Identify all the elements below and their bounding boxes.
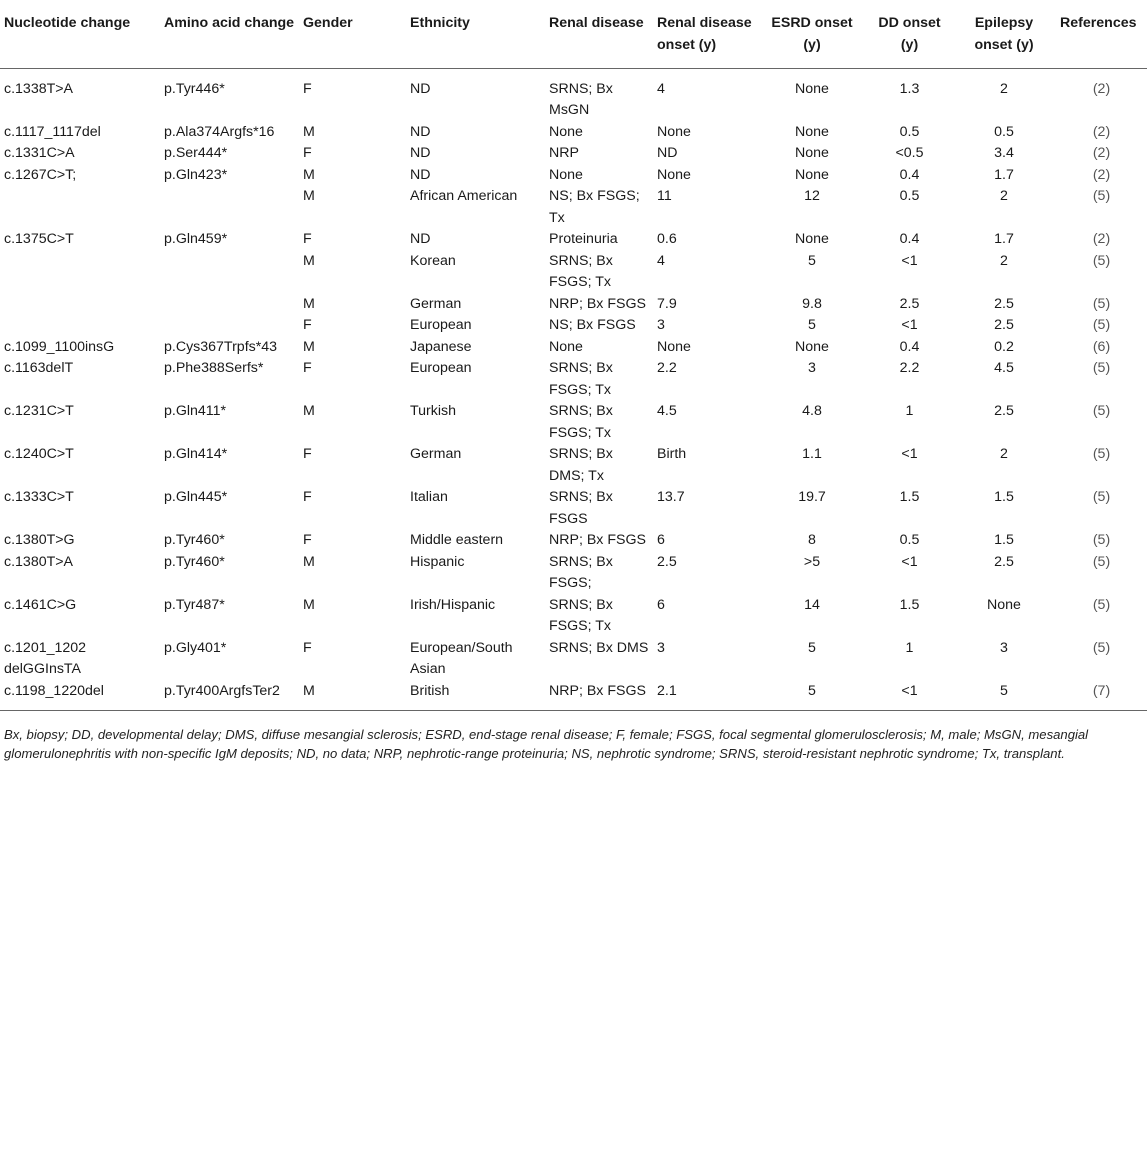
cell-references: (2) bbox=[1092, 145, 1111, 161]
cell-amino-acid-change: p.Phe388Serfs* bbox=[164, 360, 264, 376]
cell-renal-disease-onset: 0.6 bbox=[657, 231, 677, 247]
cell-nucleotide-change bbox=[0, 186, 160, 229]
cell-epilepsy-onset: 2 bbox=[1000, 80, 1008, 97]
table-row bbox=[0, 638, 1147, 681]
cell-dd-onset: 0.4 bbox=[899, 166, 920, 183]
cell-esrd-onset: None bbox=[795, 145, 829, 161]
cell-gender: M bbox=[303, 123, 315, 140]
cell-epilepsy-onset: 1.7 bbox=[994, 231, 1014, 247]
cell-epilepsy-onset: 2.5 bbox=[994, 317, 1014, 333]
table-row bbox=[0, 294, 1147, 316]
cell-nucleotide-change: c.1163delT bbox=[4, 360, 74, 376]
header-amino-acid-change: Amino acid change bbox=[160, 0, 299, 68]
cell-esrd-onset: 3 bbox=[808, 360, 816, 376]
cell-renal-disease: NS; Bx FSGS; Tx bbox=[549, 188, 640, 226]
cell-nucleotide-change: c.1333C>T bbox=[4, 489, 74, 505]
cell-ethnicity: European bbox=[410, 360, 472, 376]
cell-renal-disease-onset: 3 bbox=[657, 639, 665, 656]
cell-dd-onset: 0.4 bbox=[899, 338, 920, 355]
cell-dd-onset: <1 bbox=[901, 446, 918, 462]
cell-renal-disease: None bbox=[549, 166, 583, 183]
cell-renal-disease: SRNS; Bx DMS bbox=[549, 639, 649, 656]
cell-ethnicity: Italian bbox=[410, 489, 448, 505]
cell-esrd-onset: None bbox=[795, 166, 829, 183]
cell-nucleotide-change: c.1231C>T bbox=[4, 403, 74, 419]
table-row bbox=[0, 487, 1147, 530]
cell-ethnicity: European bbox=[410, 317, 472, 333]
cell-references: (5) bbox=[1092, 317, 1111, 333]
cell-amino-acid-change: p.Tyr446* bbox=[164, 80, 225, 97]
cell-renal-disease: SRNS; Bx DMS; Tx bbox=[549, 446, 613, 484]
cell-gender: F bbox=[303, 231, 312, 247]
cell-epilepsy-onset: 2.5 bbox=[994, 403, 1014, 419]
cell-renal-disease-onset: 4 bbox=[657, 80, 665, 97]
cell-amino-acid-change: p.Gln423* bbox=[164, 166, 228, 183]
cell-gender: F bbox=[303, 489, 312, 505]
cell-ethnicity: Korean bbox=[410, 252, 456, 269]
table-row bbox=[0, 143, 1147, 165]
table-row bbox=[0, 401, 1147, 444]
cell-gender: M bbox=[303, 553, 315, 570]
cell-ethnicity: ND bbox=[410, 145, 431, 161]
cell-ethnicity: Japanese bbox=[410, 338, 472, 355]
cell-dd-onset: <1 bbox=[901, 252, 918, 269]
cell-renal-disease-onset: 6 bbox=[657, 532, 665, 548]
header-renal-disease-onset: Renal disease onset (y) bbox=[653, 0, 757, 68]
cell-references: (5) bbox=[1092, 639, 1111, 656]
header-esrd-onset: ESRD onset (y) bbox=[757, 0, 867, 68]
table-row bbox=[0, 251, 1147, 294]
cell-references: (5) bbox=[1092, 403, 1111, 419]
table-row bbox=[0, 229, 1147, 251]
cell-nucleotide-change: c.1375C>T bbox=[4, 231, 74, 247]
cell-renal-disease: SRNS; Bx FSGS; Tx bbox=[549, 596, 613, 634]
cell-references: (6) bbox=[1092, 338, 1111, 355]
cell-ethnicity: European/South Asian bbox=[410, 639, 513, 677]
cell-renal-disease: SRNS; Bx FSGS bbox=[549, 489, 613, 527]
cell-renal-disease: Proteinuria bbox=[549, 231, 618, 247]
cell-dd-onset: 1.5 bbox=[899, 489, 920, 505]
cell-ethnicity: Middle eastern bbox=[410, 532, 504, 548]
cell-ethnicity: British bbox=[406, 681, 545, 711]
cell-renal-disease: SRNS; Bx MsGN bbox=[549, 80, 613, 118]
cell-references: (5) bbox=[1092, 446, 1111, 462]
cell-epilepsy-onset: 0.5 bbox=[994, 123, 1014, 140]
table-row bbox=[0, 165, 1147, 187]
cell-nucleotide-change: c.1099_1100insG bbox=[4, 338, 115, 355]
cell-dd-onset: 1.3 bbox=[899, 80, 920, 97]
cell-references: (5) bbox=[1092, 360, 1111, 376]
cell-renal-disease-onset: None bbox=[657, 338, 691, 355]
cell-ethnicity: German bbox=[410, 446, 462, 462]
cell-amino-acid-change: p.Gln459* bbox=[164, 231, 228, 247]
cell-esrd-onset: 8 bbox=[808, 532, 816, 548]
cell-esrd-onset: None bbox=[795, 231, 829, 247]
cell-renal-disease: NRP; Bx FSGS bbox=[549, 532, 646, 548]
cell-gender: F bbox=[303, 639, 312, 656]
cell-references: (5) bbox=[1092, 489, 1111, 505]
cell-renal-disease-onset: 13.7 bbox=[657, 489, 685, 505]
cell-gender: M bbox=[303, 403, 315, 419]
cell-nucleotide-change: c.1461C>G bbox=[4, 596, 77, 613]
cell-esrd-onset: 14 bbox=[804, 596, 820, 613]
cell-renal-disease-onset: 2.2 bbox=[657, 360, 677, 376]
cell-epilepsy-onset: 2 bbox=[1000, 252, 1008, 269]
cell-epilepsy-onset: 4.5 bbox=[994, 360, 1014, 376]
cell-ethnicity: ND bbox=[410, 166, 431, 183]
table-row bbox=[0, 337, 1147, 359]
cell-renal-disease-onset: 4 bbox=[657, 252, 665, 269]
cell-references: (2) bbox=[1092, 80, 1111, 97]
cell-gender: M bbox=[303, 295, 315, 312]
cell-epilepsy-onset: 1.5 bbox=[994, 532, 1014, 548]
cell-ethnicity: German bbox=[410, 295, 462, 312]
cell-dd-onset: <1 bbox=[901, 317, 918, 333]
cell-nucleotide-change bbox=[0, 251, 160, 294]
cell-dd-onset: <1 bbox=[867, 681, 952, 711]
cell-nucleotide-change: c.1201_1202 delGGInsTA bbox=[4, 639, 87, 677]
cell-references: (5) bbox=[1092, 596, 1111, 613]
cell-esrd-onset: 5 bbox=[757, 681, 867, 711]
cell-dd-onset: 0.5 bbox=[899, 188, 920, 204]
cell-ethnicity: Irish/Hispanic bbox=[410, 596, 496, 613]
table-row bbox=[0, 315, 1147, 337]
cell-epilepsy-onset: 2.5 bbox=[994, 295, 1014, 312]
cell-dd-onset: 1 bbox=[905, 639, 914, 656]
table-row bbox=[0, 186, 1147, 229]
cell-amino-acid-change: p.Gln414* bbox=[164, 446, 228, 462]
table-row bbox=[0, 68, 1147, 122]
cell-amino-acid-change: p.Gln445* bbox=[164, 489, 228, 505]
cell-renal-disease: NS; Bx FSGS bbox=[549, 317, 636, 333]
cell-amino-acid-change: p.Ala374Argfs*16 bbox=[164, 123, 275, 140]
cell-references: (5) bbox=[1092, 553, 1111, 570]
cell-amino-acid-change bbox=[160, 251, 299, 294]
cell-references: (5) bbox=[1092, 188, 1111, 204]
cell-renal-disease: NRP; Bx FSGS bbox=[545, 681, 653, 711]
cell-amino-acid-change: p.Gln411* bbox=[164, 403, 227, 419]
cell-ethnicity: Hispanic bbox=[410, 553, 465, 570]
cell-gender: F bbox=[303, 360, 312, 376]
cell-renal-disease-onset: 3 bbox=[657, 317, 665, 333]
cell-renal-disease: SRNS; Bx FSGS; Tx bbox=[549, 403, 613, 441]
cell-esrd-onset: 19.7 bbox=[798, 489, 826, 505]
cell-renal-disease-onset: 11 bbox=[657, 188, 672, 204]
cell-esrd-onset: None bbox=[795, 123, 829, 140]
cell-epilepsy-onset: 3 bbox=[1000, 639, 1008, 656]
cell-renal-disease: NRP bbox=[549, 145, 579, 161]
cell-dd-onset: 0.5 bbox=[899, 123, 920, 140]
cell-gender: M bbox=[303, 596, 315, 613]
table-row bbox=[0, 681, 1147, 711]
table-footnote: Bx, biopsy; DD, developmental delay; DMS, diffuse mesangial sclerosis; ESRD, end-stage renal disease; F, female; FSGS, focal segmental glomerulosclerosis; M, male; MsGN, mesangial glomerulonephritis with non-specific IgM deposits; ND, no data; NRP, nephrotic-range proteinuria; NS, nephrotic syndrome; SRNS, steroid-resistant nephrotic syndrome; Tx, transplant. bbox=[4, 727, 1089, 761]
cell-gender: F bbox=[303, 80, 312, 97]
cell-amino-acid-change: p.Ser444* bbox=[164, 145, 228, 161]
cell-epilepsy-onset: 1.5 bbox=[994, 489, 1014, 505]
cell-gender: F bbox=[303, 446, 312, 462]
cell-ethnicity: ND bbox=[410, 231, 431, 247]
cell-dd-onset: <0.5 bbox=[895, 145, 924, 161]
cell-epilepsy-onset: 2 bbox=[1000, 188, 1008, 204]
cell-references: (5) bbox=[1092, 252, 1111, 269]
table-body bbox=[0, 68, 1147, 711]
header-references: References bbox=[1056, 0, 1147, 68]
cell-esrd-onset: 1.1 bbox=[802, 446, 822, 462]
table-row bbox=[0, 530, 1147, 552]
cell-ethnicity: Turkish bbox=[410, 403, 456, 419]
cell-dd-onset: 0.5 bbox=[899, 532, 920, 548]
cell-renal-disease: SRNS; Bx FSGS; Tx bbox=[549, 252, 613, 290]
cell-amino-acid-change: p.Gly401* bbox=[164, 639, 227, 656]
cell-renal-disease-onset: 4.5 bbox=[657, 403, 677, 419]
table-row bbox=[0, 444, 1147, 487]
cell-nucleotide-change: c.1331C>A bbox=[4, 145, 75, 161]
cell-esrd-onset: >5 bbox=[803, 553, 821, 570]
table-row bbox=[0, 595, 1147, 638]
cell-dd-onset: <1 bbox=[901, 553, 918, 570]
cell-gender: M bbox=[303, 338, 315, 355]
cell-gender: M bbox=[303, 252, 315, 269]
cell-dd-onset: 0.4 bbox=[899, 231, 920, 247]
cell-references: (2) bbox=[1092, 123, 1111, 140]
cell-dd-onset: 2.5 bbox=[899, 295, 920, 312]
table-row bbox=[0, 552, 1147, 595]
cell-esrd-onset: 12 bbox=[804, 188, 820, 204]
cell-nucleotide-change: c.1117_1117del bbox=[4, 123, 101, 140]
cell-renal-disease-onset: 6 bbox=[657, 596, 665, 613]
cell-esrd-onset: 5 bbox=[808, 252, 816, 269]
cell-references: (7) bbox=[1056, 681, 1147, 711]
header-epilepsy-onset: Epilepsy onset (y) bbox=[952, 0, 1056, 68]
cell-esrd-onset: 9.8 bbox=[802, 295, 822, 312]
cell-nucleotide-change: c.1380T>G bbox=[4, 532, 75, 548]
header-ethnicity: Ethnicity bbox=[406, 0, 545, 68]
cell-ethnicity: African American bbox=[410, 188, 518, 204]
cell-gender: F bbox=[303, 532, 312, 548]
cell-epilepsy-onset: 1.7 bbox=[994, 166, 1014, 183]
cell-amino-acid-change bbox=[160, 315, 299, 337]
cell-dd-onset: 1.5 bbox=[899, 596, 920, 613]
header-dd-onset: DD onset (y) bbox=[867, 0, 952, 68]
cell-renal-disease-onset: Birth bbox=[657, 446, 687, 462]
cell-dd-onset: 1 bbox=[905, 403, 914, 419]
cell-esrd-onset: 4.8 bbox=[802, 403, 822, 419]
cell-epilepsy-onset: 5 bbox=[952, 681, 1056, 711]
cell-amino-acid-change: p.Tyr487* bbox=[164, 596, 225, 613]
cell-references: (5) bbox=[1092, 532, 1111, 548]
cell-epilepsy-onset: 0.2 bbox=[994, 338, 1014, 355]
cell-references: (2) bbox=[1092, 231, 1111, 247]
cell-amino-acid-change bbox=[160, 186, 299, 229]
cell-nucleotide-change: c.1198_1220del bbox=[0, 681, 160, 711]
cell-esrd-onset: None bbox=[795, 338, 829, 355]
table-row bbox=[0, 122, 1147, 144]
cell-amino-acid-change bbox=[160, 294, 299, 316]
cell-renal-disease: None bbox=[549, 123, 583, 140]
cell-renal-disease-onset: None bbox=[657, 123, 691, 140]
cell-nucleotide-change: c.1338T>A bbox=[4, 80, 74, 97]
cell-amino-acid-change: p.Cys367Trpfs*43 bbox=[164, 338, 278, 355]
cell-epilepsy-onset: 2 bbox=[1000, 446, 1008, 462]
header-gender: Gender bbox=[299, 0, 406, 68]
header-renal-disease: Renal disease bbox=[545, 0, 653, 68]
cell-gender: M bbox=[303, 188, 315, 204]
cell-amino-acid-change: p.Tyr460* bbox=[164, 553, 225, 570]
cell-renal-disease: None bbox=[549, 338, 583, 355]
cell-gender: M bbox=[303, 166, 315, 183]
table-header bbox=[0, 0, 1147, 68]
cell-ethnicity: ND bbox=[410, 80, 431, 97]
cell-renal-disease: SRNS; Bx FSGS; bbox=[549, 553, 613, 591]
cell-esrd-onset: 5 bbox=[808, 639, 816, 656]
cell-renal-disease-onset: 2.5 bbox=[657, 553, 677, 570]
cell-amino-acid-change: p.Tyr400ArgfsTer2 bbox=[160, 681, 299, 711]
cell-esrd-onset: None bbox=[795, 80, 829, 97]
cell-renal-disease-onset: 2.1 bbox=[653, 681, 757, 711]
cell-dd-onset: 2.2 bbox=[899, 360, 920, 376]
cell-nucleotide-change bbox=[0, 294, 160, 316]
cell-nucleotide-change bbox=[0, 315, 160, 337]
cell-renal-disease: SRNS; Bx FSGS; Tx bbox=[549, 360, 613, 398]
cell-renal-disease-onset: ND bbox=[657, 145, 678, 161]
cell-renal-disease: NRP; Bx FSGS bbox=[549, 295, 646, 312]
cell-ethnicity: ND bbox=[410, 123, 431, 140]
cell-renal-disease-onset: 7.9 bbox=[657, 295, 677, 312]
cell-esrd-onset: 5 bbox=[808, 317, 816, 333]
cell-epilepsy-onset: 3.4 bbox=[994, 145, 1014, 161]
cell-gender: M bbox=[299, 681, 406, 711]
cell-nucleotide-change: c.1380T>A bbox=[4, 553, 74, 570]
cell-nucleotide-change: c.1240C>T bbox=[4, 446, 74, 462]
cell-references: (2) bbox=[1092, 166, 1111, 183]
cell-nucleotide-change: c.1267C>T; bbox=[4, 166, 77, 183]
cell-amino-acid-change: p.Tyr460* bbox=[164, 532, 225, 548]
table-row bbox=[0, 358, 1147, 401]
cell-gender: F bbox=[303, 317, 312, 333]
header-nucleotide-change: Nucleotide change bbox=[0, 0, 160, 68]
cell-references: (5) bbox=[1092, 295, 1111, 312]
cell-gender: F bbox=[303, 145, 312, 161]
cell-renal-disease-onset: None bbox=[657, 166, 691, 183]
cell-epilepsy-onset: None bbox=[987, 596, 1021, 613]
cell-epilepsy-onset: 2.5 bbox=[994, 553, 1014, 570]
